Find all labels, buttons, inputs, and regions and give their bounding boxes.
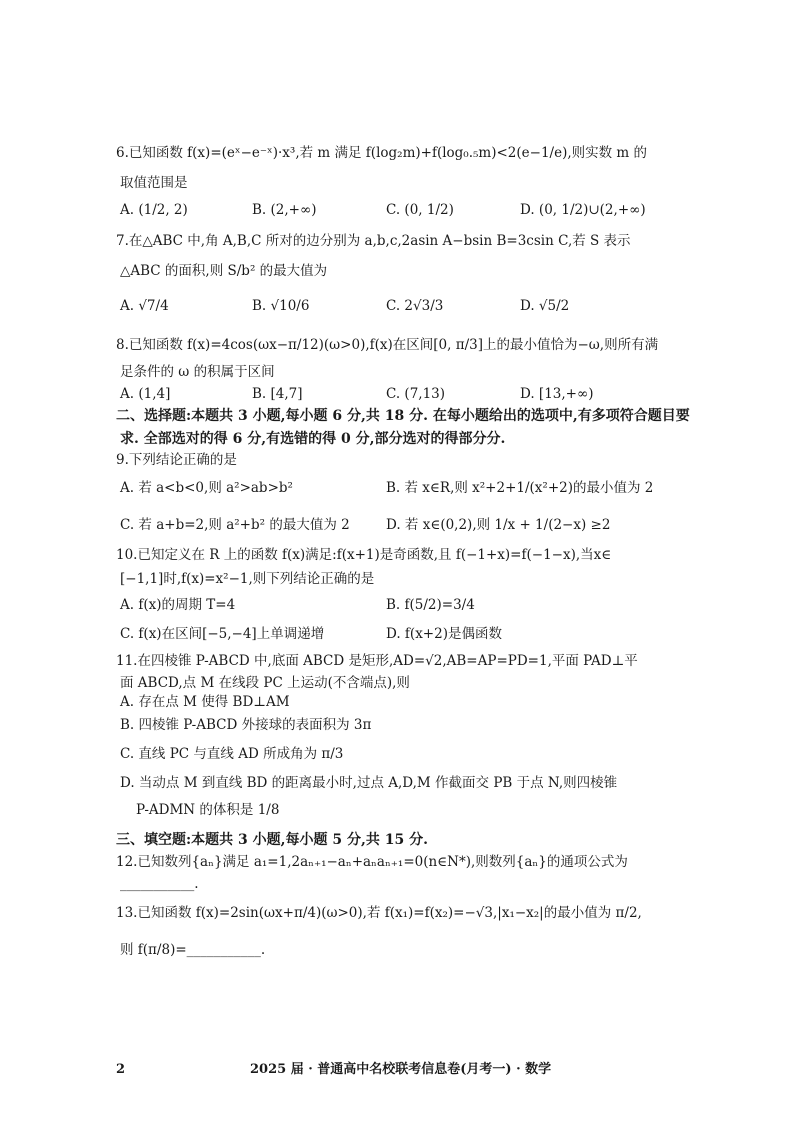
q7-option-b: B. √10/6: [252, 298, 310, 314]
q7-option-c: C. 2√3/3: [386, 298, 444, 314]
q11-stem-line1: 11.在四棱锥 P-ABCD 中,底面 ABCD 是矩形,AD=√2,AB=AP=PD=1,平面 PAD⊥平: [116, 653, 638, 669]
page-number: 2: [116, 1062, 126, 1077]
q6-option-c: C. (0, 1/2): [386, 202, 454, 218]
q6-option-d: D. (0, 1/2)∪(2,+∞): [520, 202, 646, 218]
q7-option-a: A. √7/4: [120, 298, 169, 314]
q7-stem-line1: 7.在△ABC 中,角 A,B,C 所对的边分别为 a,b,c,2asin A−bsin B=3csin C,若 S 表示: [116, 233, 631, 249]
q7-stem-line2: △ABC 的面积,则 S/b² 的最大值为: [120, 263, 328, 279]
q10-option-c: C. f(x)在区间[−5,−4]上单调递增: [120, 626, 325, 642]
q8-option-b: B. [4,7]: [252, 386, 303, 402]
q11-option-b: B. 四棱锥 P-ABCD 外接球的表面积为 3π: [120, 717, 372, 733]
q9-option-a: A. 若 a<b<0,则 a²>ab>b²: [120, 480, 293, 496]
q12-stem-line1: 12.已知数列{aₙ}满足 a₁=1,2aₙ₊₁−aₙ+aₙaₙ₊₁=0(n∈N*),则数列{aₙ}的通项公式为: [116, 854, 628, 870]
q8-option-c: C. (7,13): [386, 386, 446, 402]
q11-option-a: A. 存在点 M 使得 BD⊥AM: [120, 694, 290, 710]
q13-stem-line2: 则 f(π/8)=___________.: [120, 942, 266, 958]
q10-stem-line2: [−1,1]时,f(x)=x²−1,则下列结论正确的是: [120, 571, 375, 587]
q9-option-b: B. 若 x∈R,则 x²+2+1/(x²+2)的最小值为 2: [386, 480, 654, 496]
q10-option-a: A. f(x)的周期 T=4: [120, 597, 236, 613]
q10-stem-line1: 10.已知定义在 R 上的函数 f(x)满足:f(x+1)是奇函数,且 f(−1+x)=f(−1−x),当x∈: [116, 547, 612, 563]
q8-option-a: A. (1,4]: [120, 386, 171, 402]
q8-option-d: D. [13,+∞): [520, 386, 594, 402]
q10-option-d: D. f(x+2)是偶函数: [386, 626, 502, 642]
q12-answer-blank: ___________.: [120, 876, 199, 892]
q6-stem-line1: 6.已知函数 f(x)=(eˣ−e⁻ˣ)·x³,若 m 满足 f(log₂m)+f(log₀.₅m)<2(e−1/e),则实数 m 的: [116, 145, 648, 161]
q11-option-d-line1: D. 当动点 M 到直线 BD 的距离最小时,过点 A,D,M 作截面交 PB 于点 N,则四棱锥: [120, 775, 618, 791]
q7-option-d: D. √5/2: [520, 298, 570, 314]
section2-heading-line2: 求. 全部选对的得 6 分,有选错的得 0 分,部分选对的得部分分.: [120, 431, 506, 447]
q9-stem: 9.下列结论正确的是: [116, 452, 237, 468]
q11-option-c: C. 直线 PC 与直线 AD 所成角为 π/3: [120, 746, 344, 762]
q6-option-b: B. (2,+∞): [252, 202, 317, 218]
section2-heading-line1: 二、选择题:本题共 3 小题,每小题 6 分,共 18 分. 在每小题给出的选项中,有多项符合题目要: [116, 408, 690, 424]
q8-stem-line1: 8.已知函数 f(x)=4cos(ωx−π/12)(ω>0),f(x)在区间[0, π/3]上的最小值恰为−ω,则所有满: [116, 337, 659, 353]
q8-stem-line2: 足条件的 ω 的积属于区间: [120, 364, 275, 380]
q9-option-d: D. 若 x∈(0,2),则 1/x + 1/(2−x) ≥2: [386, 517, 611, 533]
section3-heading: 三、填空题:本题共 3 小题,每小题 5 分,共 15 分.: [116, 832, 428, 848]
q11-stem-line2: 面 ABCD,点 M 在线段 PC 上运动(不含端点),则: [120, 675, 410, 691]
q13-stem-line1: 13.已知函数 f(x)=2sin(ωx+π/4)(ω>0),若 f(x₁)=f(x₂)=−√3,|x₁−x₂|的最小值为 π/2,: [116, 905, 642, 921]
q6-stem-line2: 取值范围是: [120, 175, 188, 191]
q6-option-a: A. (1/2, 2): [120, 202, 188, 218]
q9-option-c: C. 若 a+b=2,则 a²+b² 的最大值为 2: [120, 517, 350, 533]
q11-option-d-line2: P-ADMN 的体积是 1/8: [136, 802, 280, 818]
footer-title: 2025 届 · 普通高中名校联考信息卷(月考一) · 数学: [250, 1062, 552, 1077]
q10-option-b: B. f(5/2)=3/4: [386, 597, 475, 613]
